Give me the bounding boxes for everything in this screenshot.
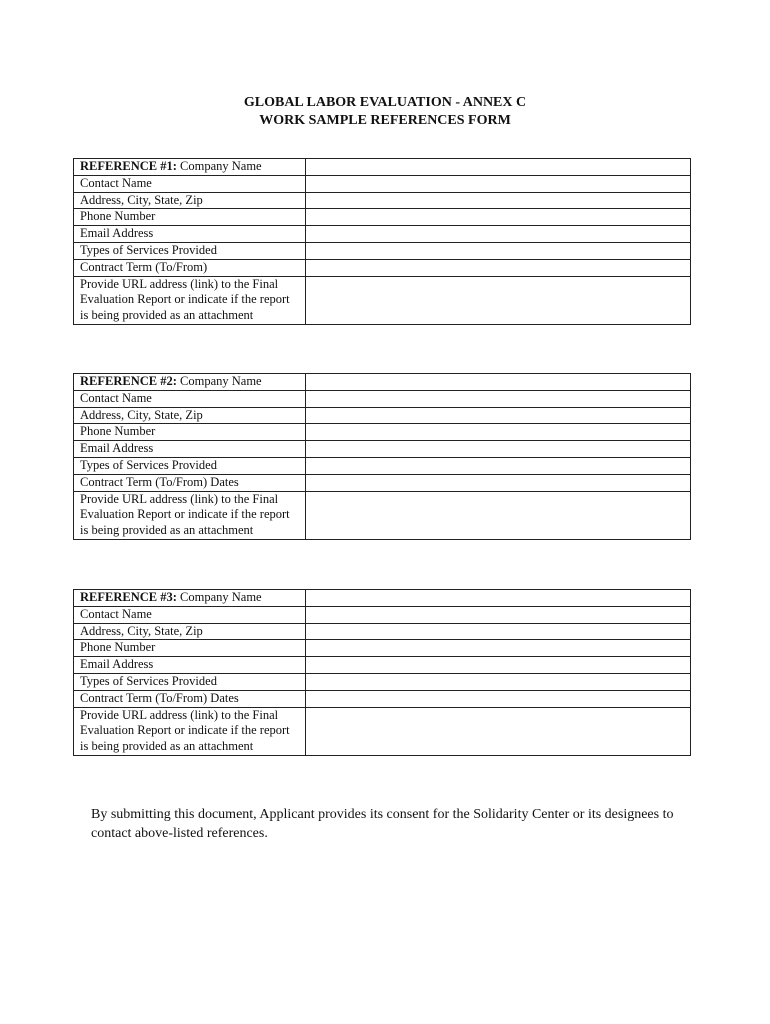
contact-name-field[interactable] — [306, 175, 691, 192]
table-row — [74, 707, 691, 755]
table-row — [74, 407, 691, 424]
row-label: Contract Term (To/From) — [74, 259, 306, 276]
consent-statement: By submitting this document, Applicant provides its consent for the Solidarity Center or its designees to contact above-listed references. — [91, 807, 674, 841]
row-label: Address, City, State, Zip — [74, 623, 306, 640]
row-label: Address, City, State, Zip — [74, 407, 306, 424]
table-row — [74, 640, 691, 657]
contract-term-field[interactable] — [306, 690, 691, 707]
table-row — [74, 441, 691, 458]
report-url-field[interactable] — [306, 707, 691, 755]
address-field[interactable] — [306, 623, 691, 640]
company-name-field[interactable] — [306, 159, 691, 176]
row-label: Types of Services Provided — [74, 242, 306, 259]
table-row — [74, 424, 691, 441]
table-row — [74, 390, 691, 407]
report-url-field[interactable] — [306, 491, 691, 539]
table-row — [74, 491, 691, 539]
contact-name-field[interactable] — [306, 390, 691, 407]
row-label: Email Address — [74, 226, 306, 243]
table-row — [74, 457, 691, 474]
row-label: Company Name — [180, 159, 262, 173]
address-field[interactable] — [306, 192, 691, 209]
reference-1-table — [73, 158, 691, 325]
reference-heading: REFERENCE #3: — [80, 590, 177, 604]
row-label: Phone Number — [74, 640, 306, 657]
reference-heading: REFERENCE #1: — [80, 159, 177, 173]
email-field[interactable] — [306, 657, 691, 674]
address-field[interactable] — [306, 407, 691, 424]
table-row — [74, 374, 691, 391]
row-label: Contact Name — [74, 390, 306, 407]
phone-field[interactable] — [306, 640, 691, 657]
row-label: Address, City, State, Zip — [74, 192, 306, 209]
row-label: Contact Name — [74, 175, 306, 192]
report-url-field[interactable] — [306, 276, 691, 324]
contract-term-field[interactable] — [306, 474, 691, 491]
title-line-2: WORK SAMPLE REFERENCES FORM — [259, 113, 511, 128]
email-field[interactable] — [306, 441, 691, 458]
row-label: Contact Name — [74, 606, 306, 623]
table-row — [74, 623, 691, 640]
phone-field[interactable] — [306, 424, 691, 441]
row-label: Phone Number — [74, 209, 306, 226]
row-label: Types of Services Provided — [74, 457, 306, 474]
contact-name-field[interactable] — [306, 606, 691, 623]
table-row — [74, 175, 691, 192]
services-field[interactable] — [306, 457, 691, 474]
row-label: Contract Term (To/From) Dates — [74, 690, 306, 707]
contract-term-field[interactable] — [306, 259, 691, 276]
reference-3-table — [73, 589, 691, 756]
row-label: Company Name — [180, 590, 262, 604]
title-line-1: GLOBAL LABOR EVALUATION - ANNEX C — [243, 95, 527, 110]
table-row — [74, 192, 691, 209]
table-row — [74, 673, 691, 690]
company-name-field[interactable] — [306, 374, 691, 391]
table-row — [74, 276, 691, 324]
services-field[interactable] — [306, 242, 691, 259]
row-label: Provide URL address (link) to the Final Evaluation Report or indicate if the report is being provided as an attachment — [74, 707, 306, 755]
row-label: Phone Number — [74, 424, 306, 441]
phone-field[interactable] — [306, 209, 691, 226]
row-label: Provide URL address (link) to the Final Evaluation Report or indicate if the report is being provided as an attachment — [74, 276, 306, 324]
email-field[interactable] — [306, 226, 691, 243]
page-title — [0, 94, 770, 130]
table-row — [74, 209, 691, 226]
row-label: Contract Term (To/From) Dates — [74, 474, 306, 491]
company-name-field[interactable] — [306, 590, 691, 607]
table-row — [74, 606, 691, 623]
reference-2-table — [73, 373, 691, 540]
table-row — [74, 657, 691, 674]
row-label: Email Address — [74, 657, 306, 674]
table-row — [74, 474, 691, 491]
reference-heading: REFERENCE #2: — [80, 374, 177, 388]
table-row — [74, 590, 691, 607]
table-row — [74, 259, 691, 276]
table-row — [74, 226, 691, 243]
table-row — [74, 242, 691, 259]
services-field[interactable] — [306, 673, 691, 690]
row-label: Types of Services Provided — [74, 673, 306, 690]
row-label: Provide URL address (link) to the Final Evaluation Report or indicate if the report is being provided as an attachment — [74, 491, 306, 539]
row-label: Email Address — [74, 441, 306, 458]
table-row — [74, 690, 691, 707]
table-row — [74, 159, 691, 176]
row-label: Company Name — [180, 374, 262, 388]
